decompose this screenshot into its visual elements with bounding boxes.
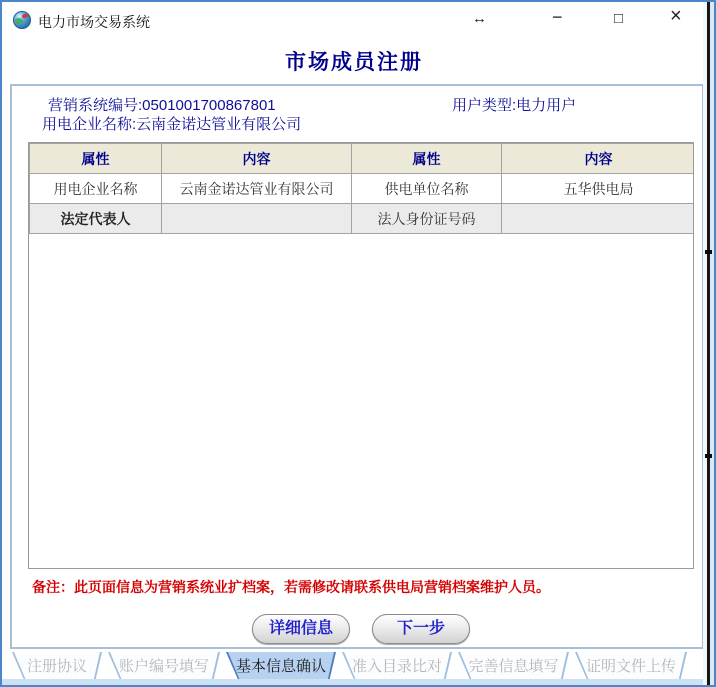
- attributes-box: [28, 142, 694, 569]
- tab-account-number[interactable]: [108, 652, 220, 682]
- marketing-system-number: 营销系统编号:0501001700867801: [48, 97, 276, 114]
- company-name: 用电企业名称:云南金诺达管业有限公司: [42, 116, 302, 133]
- header-cell: 内容: [162, 144, 352, 174]
- next-step-button[interactable]: 下一步: [372, 614, 470, 644]
- attr-cell: 法定代表人: [30, 204, 162, 234]
- remark-note: 备注：此页面信息为营销系统业扩档案，若需修改请联系供电局营销档案维护人员。: [32, 579, 550, 595]
- tab-label: 证明文件上传: [585, 658, 676, 675]
- user-type: 用户类型:电力用户: [452, 97, 577, 114]
- tab-label: 准入目录比对: [351, 658, 442, 675]
- attr-cell: 用电企业名称: [30, 174, 162, 204]
- attr-cell: 供电单位名称: [352, 174, 502, 204]
- header-cell: 属性: [352, 144, 502, 174]
- close-button[interactable]: ×: [670, 5, 682, 27]
- tab-label: 完善信息填写: [468, 658, 559, 675]
- header-cell: 属性: [30, 144, 162, 174]
- tab-register-agreement[interactable]: [12, 652, 102, 682]
- value-cell: 五华供电局: [502, 174, 695, 204]
- tab-access-catalog-compare[interactable]: [342, 652, 452, 682]
- tab-basic-info-confirm[interactable]: [226, 652, 336, 682]
- scrollbar-tick: [705, 454, 712, 458]
- attributes-table: [29, 143, 694, 234]
- value-cell: 云南金诺达管业有限公司: [162, 174, 352, 204]
- page-title: 市场成员注册: [285, 51, 423, 74]
- right-edge-scrollbar[interactable]: [703, 2, 714, 685]
- title-bar[interactable]: [2, 2, 714, 38]
- wizard-tab-strip: [12, 652, 687, 682]
- attr-cell: 法人身份证号码: [352, 204, 502, 234]
- detail-info-button[interactable]: 详细信息: [252, 614, 350, 644]
- value-cell: [162, 204, 352, 234]
- value-cell: [502, 204, 695, 234]
- table-header-row: [30, 144, 695, 174]
- header-cell: 内容: [502, 144, 695, 174]
- tab-certificate-upload[interactable]: [575, 652, 687, 682]
- tab-complete-info[interactable]: [458, 652, 569, 682]
- minimize-button[interactable]: −: [552, 7, 563, 27]
- tab-label: 基本信息确认: [235, 658, 326, 675]
- tab-label: 注册协议: [26, 658, 87, 675]
- registration-panel: [10, 84, 704, 649]
- scrollbar-tick: [705, 250, 712, 254]
- globe-app-icon: [13, 11, 31, 29]
- table-row: [30, 204, 695, 234]
- window-title: 电力市场交易系统: [38, 14, 150, 30]
- table-row: [30, 174, 695, 204]
- tab-label: 账户编号填写: [118, 658, 209, 675]
- resize-arrows-icon[interactable]: ↔: [472, 10, 487, 27]
- maximize-button[interactable]: □: [614, 10, 624, 27]
